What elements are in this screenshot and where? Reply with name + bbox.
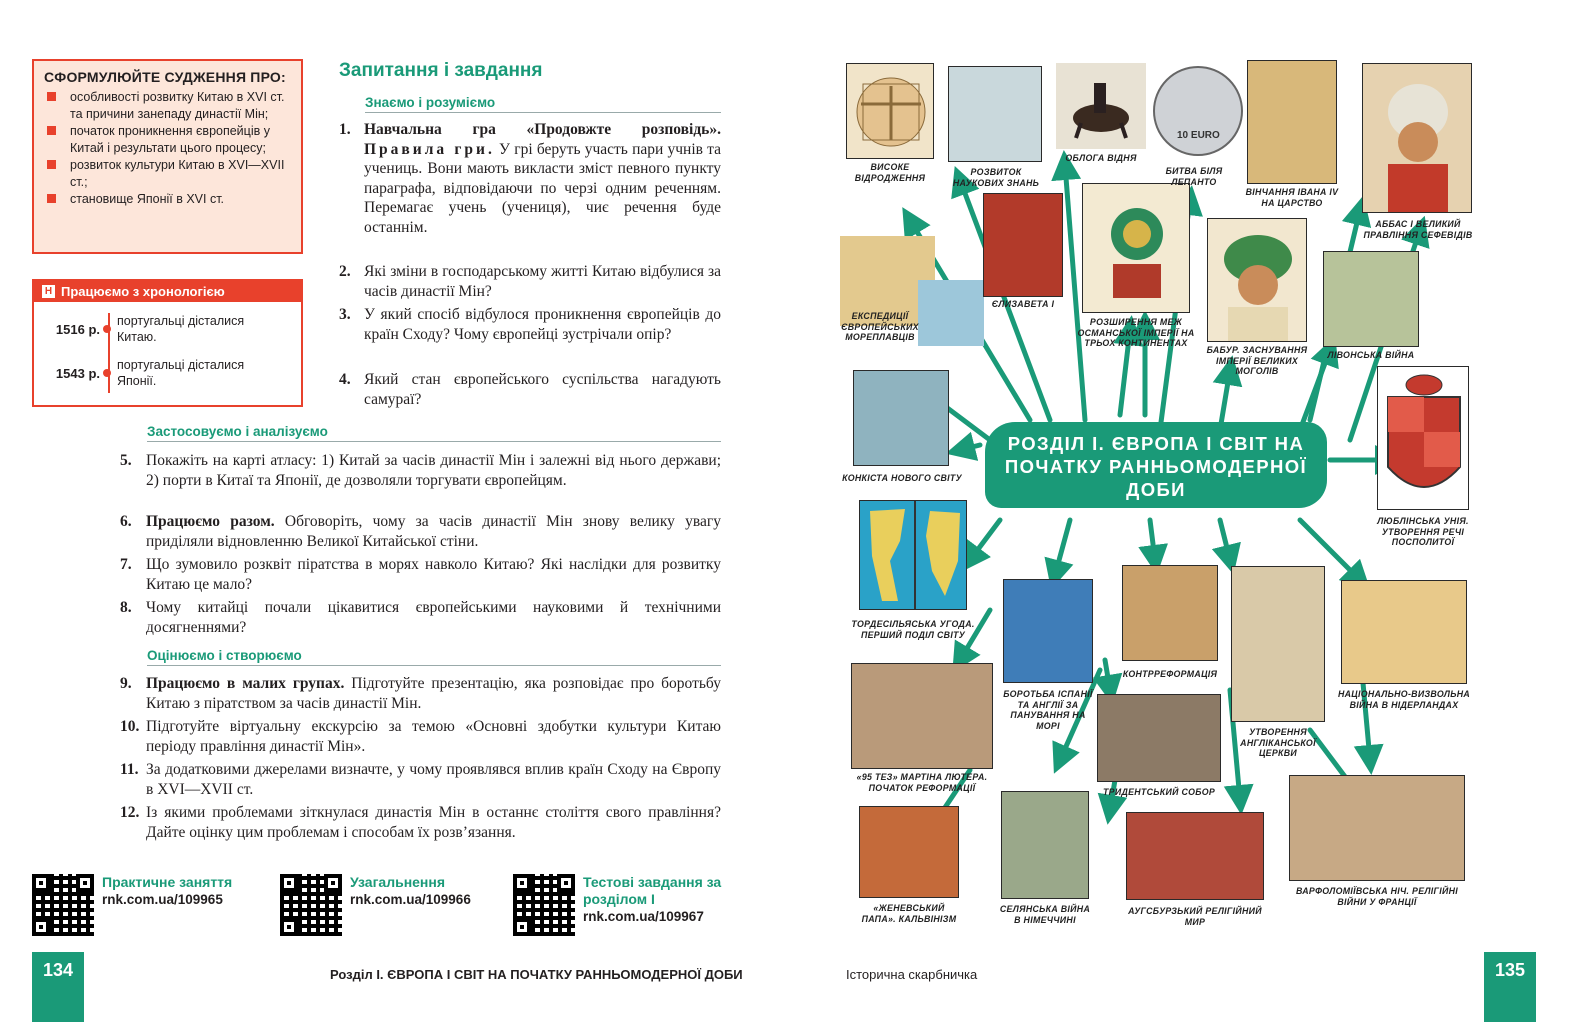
page-number-right: 135 [1484, 952, 1536, 1022]
question-8: 8. Чому китайці почали цікавитися європейськими науковими й технічними досягненнями? [120, 599, 721, 636]
page-number-left: 134 [32, 952, 84, 1022]
footer-left: Розділ I. ЄВРОПА І СВІТ НА ПОЧАТКУ РАННЬОМОДЕРНОЇ ДОБИ [330, 967, 743, 982]
question-4: 4. Який стан європейського суспільства нагадують самураї? [339, 371, 721, 408]
caption: БОРОТЬБА ІСПАНІЇ ТА АНГЛІЇ ЗА ПАНУВАННЯ НА МОРІ [1003, 689, 1093, 731]
caption: ВАРФОЛОМІЇВСЬКА НІЧ. РЕЛІГІЙНІ ВІЙНИ У ФРАНЦІЇ [1295, 886, 1459, 907]
tile-science-image [948, 66, 1042, 162]
chronology-header [34, 281, 301, 302]
question-3: 3. У який спосіб відбулося проникнення європейців до країн Сходу? Чому європейці зустрічали опір? [339, 306, 721, 343]
qr-link-practical[interactable]: Практичне заняття rnk.com.ua/109965 [32, 874, 232, 936]
question-12: 12. Із якими проблемами зіткнулася династія Мін в останнє століття свого правління? Дайте оцінку цим проблемам і способам їх розв’язання. [120, 804, 721, 841]
judgement-title: СФОРМУЛЮЙТЕ СУДЖЕННЯ ПРО: [44, 69, 286, 85]
qr-code-icon [32, 874, 94, 936]
caption: АУГСБУРЗЬКИЙ РЕЛІГІЙНИЙ МИР [1128, 906, 1262, 927]
caption: НАЦІОНАЛЬНО-ВИЗВОЛЬНА ВІЙНА В НІДЕРЛАНДАХ [1337, 689, 1471, 710]
question-7: 7. Що зумовило розквіт піратства в морях навколо Китаю? Які наслідки для розвитку Китаю це мало? [120, 556, 721, 593]
caption: УТВОРЕННЯ АНГЛІКАНСЬКОЇ ЦЕРКВИ [1240, 727, 1316, 758]
question-1: 1. Навчальна гра «Продовжте розповідь». Правила гри. У грі беруть участь пари учнів та учениць. Вони мають викласти зміст певного пункту параграфа, відповідаючи по черзі одним реченням. Перемагає учень (учениця), чиє речення буде останнім. [339, 121, 722, 236]
tile-henry-image [1231, 566, 1325, 722]
chronology-row [34, 357, 301, 389]
question-2: 2. Які зміни в господарському житті Китаю відбулися за часів династії Мін? [339, 263, 721, 300]
qr-link-summary[interactable]: Узагальнення rnk.com.ua/109966 [280, 874, 471, 936]
judgement-item: особливості розвитку Китаю в XVI ст. та причини занепаду династії Мін; [44, 89, 291, 123]
tile-counter-reformation-image [1122, 565, 1218, 661]
tile-abbas-image [1362, 63, 1472, 213]
chronology-box [32, 279, 303, 407]
section-heading: Оцінюємо і створюємо [147, 648, 721, 666]
tile-netherlands-map [1341, 580, 1467, 684]
caption: «95 ТЕЗ» МАРТІНА ЛЮТЕРА. ПОЧАТОК РЕФОРМАЦІЇ [856, 772, 988, 793]
world-map-icon [860, 501, 967, 610]
caption: ЛЮБЛІНСЬКА УНІЯ. УТВОРЕННЯ РЕЧІ ПОСПОЛИТОЇ [1377, 516, 1469, 547]
qr-code-icon [513, 874, 575, 936]
tile-conquest-image [853, 370, 949, 466]
footer-right: Історична скарбничка [846, 967, 978, 982]
judgement-item: становище Японії в XVI ст. [44, 191, 291, 208]
judgement-item: розвиток культури Китаю в XVI—XVII ст.; [44, 157, 291, 191]
judgement-item: початок проникнення європейців у Китай і результати цього процесу; [44, 123, 291, 157]
caption: ЕКСПЕДИЦІЇ ЄВРОПЕЙСЬКИХ МОРЕПЛАВЦІВ [841, 311, 919, 342]
tile-livonian-image [1323, 251, 1419, 347]
ottoman-emblem-icon [1083, 184, 1190, 313]
caption: СЕЛЯНСЬКА ВІЙНА В НІМЕЧЧИНІ [999, 904, 1091, 925]
question-6: 6. Працюємо разом. Обговоріть, чому за часів династії Мін знову велику увагу приділяли відновленню Великої Китайської стіни. [120, 513, 721, 550]
caption: РОЗВИТОК НАУКОВИХ ЗНАНЬ [952, 167, 1040, 188]
tile-augsburg-image [1126, 812, 1264, 900]
tile-bartholomew-image [1289, 775, 1465, 881]
tile-tordesillas-map [859, 500, 967, 610]
tile-lublin-coat [1377, 366, 1469, 510]
tile-elizabeth-image [983, 193, 1063, 297]
caption: КОНКІСТА НОВОГО СВІТУ [842, 473, 962, 483]
tile-geneva-image [859, 806, 959, 898]
caption: КОНТРРЕФОРМАЦІЯ [1122, 669, 1218, 679]
tile-ivan-image [1247, 60, 1337, 184]
caption: АББАС I ВЕЛИКИЙ ПРАВЛІННЯ СЕФЕВІДІВ [1363, 219, 1473, 240]
horseman-icon [1056, 63, 1146, 149]
chronology-year: 1543 р. [55, 365, 100, 381]
tile-trident-image [1097, 694, 1221, 782]
tile-peasant-war-image [1001, 791, 1089, 899]
caption: ТРИДЕНТСЬКИЙ СОБОР [1102, 787, 1216, 797]
tile-babur-image [1207, 218, 1307, 342]
babur-portrait-icon [1208, 219, 1307, 342]
tile-vitruvian-image [846, 63, 934, 159]
judgement-box [32, 59, 303, 254]
caption: «ЖЕНЕВСЬКИЙ ПАПА». КАЛЬВІНІЗМ [861, 903, 957, 924]
question-11: 11. За додатковими джерелами визначте, у чому проявлявся вплив країн Сходу на Європу в XVI—XVII ст. [120, 761, 721, 798]
caption: ТОРДЕСІЛЬЯСЬКА УГОДА. ПЕРШИЙ ПОДІЛ СВІТУ [851, 619, 975, 640]
tile-vienna-image [1056, 63, 1146, 149]
chronology-year: 1516 р. [55, 321, 100, 337]
caption: ОБЛОГА ВІДНЯ [1065, 153, 1137, 163]
tile-ottoman-image [1082, 183, 1190, 313]
caption: БИТВА БІЛЯ ЛЕПАНТО [1165, 166, 1223, 187]
caption: ВІНЧАННЯ ІВАНА IV НА ЦАРСТВО [1245, 187, 1339, 208]
timeline-dot [103, 369, 111, 377]
caption: ЄЛИЗАВЕТА I [991, 299, 1055, 309]
tile-naval-image [1003, 579, 1093, 683]
qr-code-icon [280, 874, 342, 936]
vitruvian-man-icon [847, 64, 934, 159]
question-9: 9. Працюємо в малих групах. Підготуйте презентацію, яка розповідає про боротьбу Китаю з піратством за часів династії Мін. [120, 675, 721, 712]
tile-luther-image [851, 663, 993, 769]
tile-ship-image [918, 280, 984, 346]
caption: ЛІВОНСЬКА ВІЙНА [1327, 350, 1415, 360]
caption: РОЗШИРЕННЯ МЕЖ ОСМАНСЬКОЇ ІМПЕРІЇ НА ТРЬОХ КОНТИНЕНТАХ [1077, 317, 1195, 348]
chronology-row [34, 313, 301, 345]
caption: БАБУР. ЗАСНУВАННЯ ІМПЕРІЇ ВЕЛИКИХ МОГОЛІВ [1206, 345, 1308, 376]
section-heading: Знаємо і розуміємо [365, 95, 721, 113]
abbas-portrait-icon [1363, 64, 1472, 213]
caption: ВИСОКЕ ВІДРОДЖЕННЯ [854, 162, 926, 183]
question-10: 10. Підготуйте віртуальну екскурсію за темою «Основні здобутки культури Китаю періоду правління династії Мін». [120, 718, 721, 755]
timeline-dot [103, 325, 111, 333]
questions-title: Запитання і завдання [339, 60, 543, 81]
chronology-text: португальці дісталися Китаю. [117, 314, 245, 344]
chronology-text: португальці дісталися Японії. [117, 358, 245, 388]
chronology-icon: Н [42, 285, 55, 298]
chronology-title: Працюємо з хронологією [61, 284, 225, 299]
question-5: 5. Покажіть на карті атласу: 1) Китай за часів династії Мін і залежні від нього держави; 2) порти в Китаї та Японії, де дозволяли торгувати європейцям. [120, 452, 721, 489]
section-heading: Застосовуємо і аналізуємо [147, 424, 721, 442]
qr-link-tests[interactable]: Тестові завдання за розділом I rnk.com.ua/109967 [513, 874, 723, 936]
tile-lepanto-coin [1153, 66, 1243, 156]
center-title: РОЗДІЛ I. ЄВРОПА І СВІТ НА ПОЧАТКУ РАННЬОМОДЕРНОЇ ДОБИ [985, 422, 1327, 508]
coin-text: 10 EURO [1177, 130, 1220, 141]
coat-of-arms-icon [1378, 367, 1469, 510]
